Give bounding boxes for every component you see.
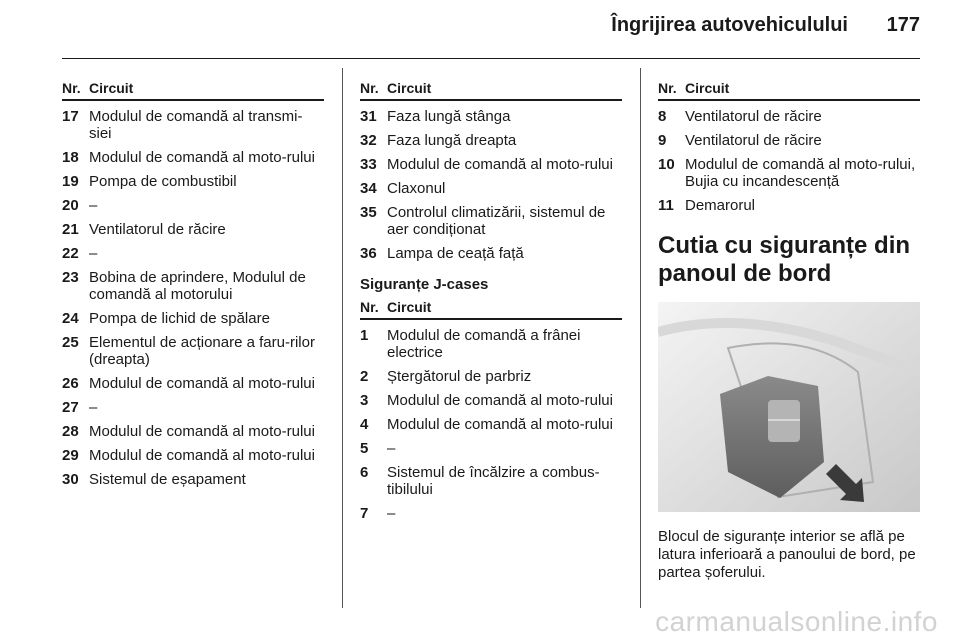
- circuit-description: –: [387, 505, 396, 522]
- fuse-list-jcases: [360, 327, 622, 522]
- circuit-description: Lampa de ceață față: [387, 245, 524, 262]
- circuit-description: Modulul de comandă a frânei electrice: [387, 327, 581, 361]
- fuse-number: 9: [658, 132, 667, 149]
- table-row: [658, 156, 920, 190]
- column-3: [658, 80, 920, 582]
- table-row: [62, 149, 324, 166]
- fuse-number: 29: [62, 447, 79, 464]
- fuse-number: 34: [360, 180, 377, 197]
- table-row: [62, 269, 324, 303]
- fuse-number: 6: [360, 464, 369, 481]
- fuse-number: 11: [658, 197, 674, 214]
- circuit-description: Modulul de comandă al moto-rului: [89, 375, 315, 392]
- table-row: [658, 108, 920, 125]
- page-number: 177: [886, 14, 920, 36]
- table-row: [360, 464, 622, 498]
- fuse-number: 7: [360, 505, 369, 522]
- table-row: [62, 375, 324, 392]
- fuse-number: 25: [62, 334, 79, 351]
- table-row: [360, 245, 622, 262]
- table-header: [62, 80, 324, 101]
- fuse-number: 35: [360, 204, 377, 221]
- circuit-description: Sistemul de încălzire a combus-tibilului: [387, 464, 600, 498]
- fuse-number: 18: [62, 149, 79, 166]
- fuse-number: 19: [62, 173, 79, 190]
- circuit-description: Modulul de comandă al moto-rului: [89, 149, 315, 166]
- circuit-description: Modulul de comandă al moto-rului, Bujia cu incandescență: [685, 156, 916, 190]
- header-title: Îngrijirea autovehiculului: [611, 14, 848, 36]
- circuit-description: Ventilatorul de răcire: [89, 221, 226, 238]
- table-row: [62, 197, 324, 214]
- circuit-description: –: [387, 440, 396, 457]
- header-nr: Nr.: [360, 299, 379, 315]
- header-nr: Nr.: [360, 80, 379, 96]
- section-heading: Cutia cu siguranțe din panoul de bord: [658, 232, 911, 287]
- circuit-description: Faza lungă dreapta: [387, 132, 517, 149]
- circuit-description: Modulul de comandă al transmi-siei: [89, 108, 303, 142]
- fuse-number: 3: [360, 392, 369, 409]
- table-row: [62, 310, 324, 327]
- fuse-number: 24: [62, 310, 79, 327]
- table-row: [360, 327, 622, 361]
- table-row: [360, 392, 622, 409]
- table-row: [360, 180, 622, 197]
- table-row: [360, 416, 622, 433]
- header-circuit: Circuit: [685, 80, 730, 96]
- header-circuit: Circuit: [387, 299, 432, 315]
- fuse-number: 10: [658, 156, 675, 173]
- table-row: [62, 245, 324, 262]
- table-row: [360, 156, 622, 173]
- table-row: [62, 423, 324, 440]
- fuse-number: 30: [62, 471, 79, 488]
- circuit-description: Ștergătorul de parbriz: [387, 368, 532, 385]
- photo-caption: Blocul de siguranțe interior se află pe latura inferioară a panoului de bord, pe partea șoferului.: [658, 528, 916, 581]
- fuse-number: 8: [658, 108, 667, 125]
- circuit-description: Faza lungă stânga: [387, 108, 511, 125]
- circuit-description: Ventilatorul de răcire: [685, 108, 822, 125]
- table-row: [658, 197, 920, 214]
- fuse-number: 33: [360, 156, 377, 173]
- table-row: [360, 505, 622, 522]
- table-row: [62, 334, 324, 368]
- fuse-number: 27: [62, 399, 79, 416]
- fuse-box-photo: [658, 302, 920, 512]
- column-2: [360, 80, 622, 522]
- table-row: [62, 399, 324, 416]
- fuse-number: 31: [360, 108, 377, 125]
- fuse-number: 22: [62, 245, 79, 262]
- fuse-number: 2: [360, 368, 369, 385]
- circuit-description: Bobina de aprindere, Modulul de comandă al motorului: [89, 269, 306, 303]
- circuit-description: –: [89, 399, 98, 416]
- fuse-number: 28: [62, 423, 79, 440]
- circuit-description: –: [89, 197, 98, 214]
- column-divider: [342, 68, 343, 608]
- fuse-number: 4: [360, 416, 369, 433]
- fuse-number: 26: [62, 375, 79, 392]
- circuit-description: Sistemul de eșapament: [89, 471, 246, 488]
- fuse-number: 5: [360, 440, 369, 457]
- watermark: carmanualsonline.info: [655, 606, 938, 637]
- fuse-number: 20: [62, 197, 79, 214]
- header-circuit: Circuit: [89, 80, 134, 96]
- circuit-description: Elementul de acționare a faru-rilor (dreapta): [89, 334, 315, 368]
- table-row: [658, 132, 920, 149]
- fuse-list: [360, 108, 622, 262]
- circuit-description: Pompa de combustibil: [89, 173, 237, 190]
- header-nr: Nr.: [658, 80, 677, 96]
- table-row: [360, 108, 622, 125]
- fuse-number: 17: [62, 108, 79, 125]
- fuse-number: 36: [360, 245, 377, 262]
- circuit-description: Controlul climatizării, sistemul de aer condiționat: [387, 204, 606, 238]
- table-header: [658, 80, 920, 101]
- circuit-description: Modulul de comandă al moto-rului: [89, 447, 315, 464]
- column-1: [62, 80, 324, 488]
- table-row: [62, 471, 324, 488]
- circuit-description: Demarorul: [685, 197, 756, 214]
- table-row: [360, 204, 622, 238]
- table-row: [360, 440, 622, 457]
- circuit-description: Modulul de comandă al moto-rului: [89, 423, 315, 440]
- column-divider: [640, 68, 641, 608]
- fuse-number: 21: [62, 221, 79, 238]
- header-nr: Nr.: [62, 80, 81, 96]
- circuit-description: Ventilatorul de răcire: [685, 132, 822, 149]
- table-header: [360, 299, 622, 320]
- circuit-description: Claxonul: [387, 180, 446, 197]
- fuse-list: [658, 108, 920, 214]
- circuit-description: Modulul de comandă al moto-rului: [387, 392, 613, 409]
- circuit-description: Pompa de lichid de spălare: [89, 310, 270, 327]
- circuit-description: –: [89, 245, 98, 262]
- table-row: [62, 221, 324, 238]
- table-row: [360, 368, 622, 385]
- fuse-number: 23: [62, 269, 79, 286]
- circuit-description: Modulul de comandă al moto-rului: [387, 156, 613, 173]
- section-title: Siguranțe J-cases: [360, 276, 489, 293]
- table-row: [62, 447, 324, 464]
- table-row: [62, 173, 324, 190]
- fuse-list: [62, 108, 324, 488]
- table-row: [360, 132, 622, 149]
- fuse-number: 32: [360, 132, 377, 149]
- header-rule: [62, 58, 920, 59]
- circuit-description: Modulul de comandă al moto-rului: [387, 416, 613, 433]
- header-circuit: Circuit: [387, 80, 432, 96]
- table-row: [62, 108, 324, 142]
- fuse-number: 1: [360, 327, 369, 344]
- table-header: [360, 80, 622, 101]
